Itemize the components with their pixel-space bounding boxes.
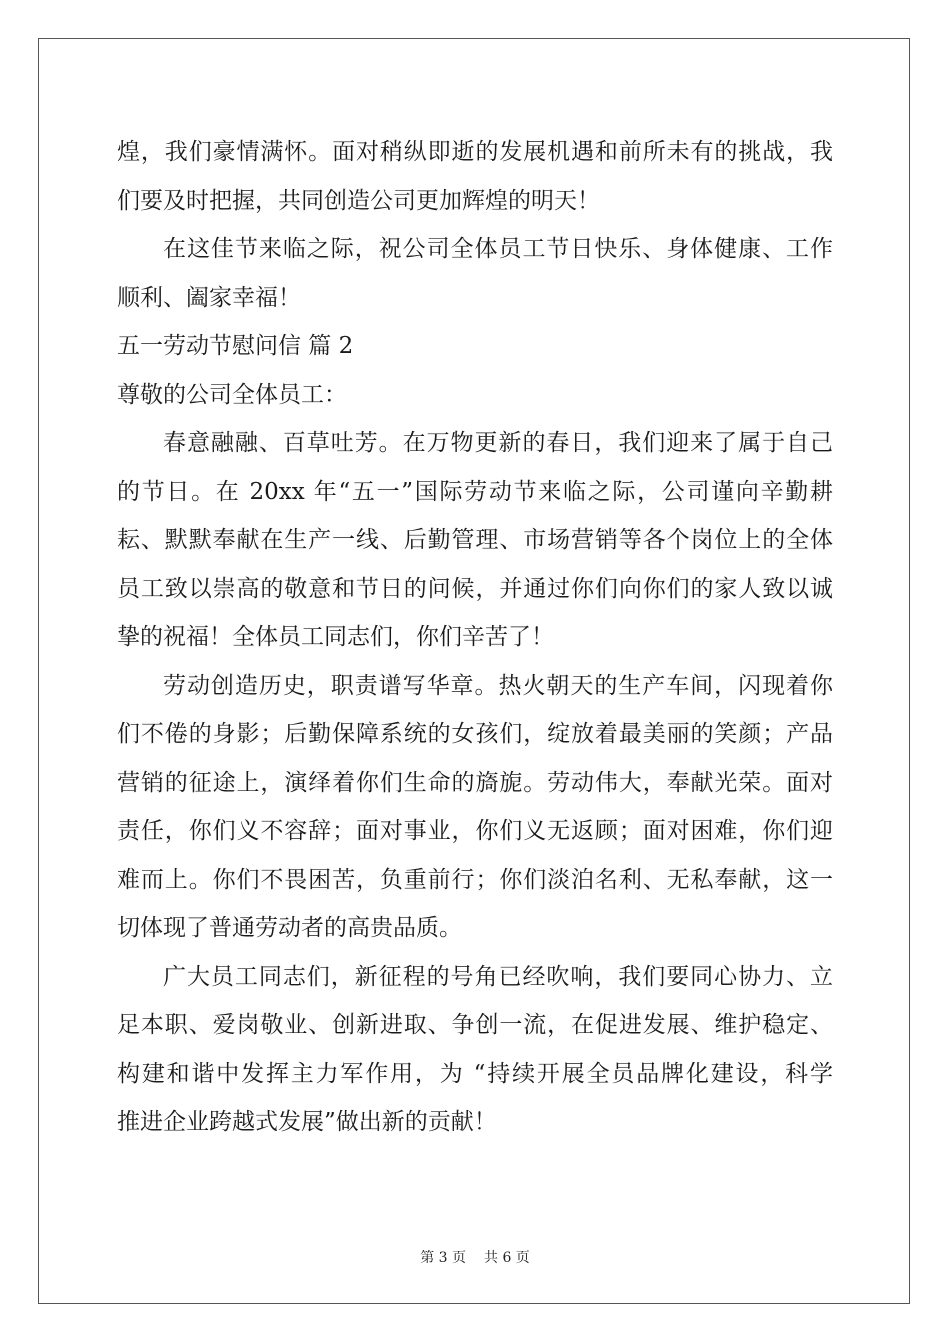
page-number-current: 第 3 页 [420, 1250, 466, 1266]
paragraph-line: 们要及时把握，共同创造公司更加辉煌的明天！ [117, 187, 600, 214]
document-body [117, 128, 833, 1147]
paragraph-line: 员工致以崇高的敬意和节日的问候，并通过你们向你们的家人致以诚 [117, 575, 833, 602]
paragraph-line: 顺利、阖家幸福！ [117, 284, 301, 311]
paragraph-line: 广大员工同志们，新征程的号角已经吹响，我们要同心协力、立 [163, 963, 833, 990]
paragraph-line: 在这佳节来临之际，祝公司全体员工节日快乐、身体健康、工作 [163, 236, 833, 262]
paragraph-line: 春意融融、百草吐芳。在万物更新的春日，我们迎来了属于自己 [163, 430, 833, 456]
paragraph-line: 们不倦的身影；后勤保障系统的女孩们，绽放着最美丽的笑颜；产品 [117, 721, 833, 747]
paragraph-line: 切体现了普通劳动者的高贵品质。 [117, 915, 462, 941]
paragraph-line: 耘、默默奉献在生产一线、后勤管理、市场营销等各个岗位上的全体 [117, 527, 833, 553]
paragraph-line: 推进企业跨越式发展”做出新的贡献！ [117, 1109, 497, 1135]
paragraph-line: 足本职、爱岗敬业、创新进取、争创一流，在促进发展、维护稳定、 [117, 1012, 833, 1038]
paragraph-line: 的节日。在 20xx 年“五一”国际劳动节来临之际，公司谨向辛勤耕 [117, 478, 833, 505]
section-heading: 五一劳动节慰问信 篇 2 [117, 333, 354, 359]
paragraph-line: 挚的祝福！全体员工同志们，你们辛苦了！ [117, 624, 554, 650]
paragraph-line: 责任，你们义不容辞；面对事业，你们义无返顾；面对困难，你们迎 [117, 818, 833, 844]
paragraph-line: 构建和谐中发挥主力军作用，为 “持续开展全员品牌化建设，科学 [117, 1060, 833, 1087]
salutation: 尊敬的公司全体员工： [117, 381, 347, 408]
page-number-total: 共 6 页 [484, 1250, 530, 1266]
page-footer [0, 1247, 950, 1267]
paragraph-line: 劳动创造历史，职责谱写华章。热火朝天的生产车间，闪现着你 [163, 672, 833, 699]
paragraph-line: 煌，我们豪情满怀。面对稍纵即逝的发展机遇和前所未有的挑战，我 [117, 139, 833, 165]
paragraph-line: 难而上。你们不畏困苦，负重前行；你们淡泊名利、无私奉献，这一 [117, 866, 833, 893]
paragraph-line: 营销的征途上，演绎着你们生命的旖旎。劳动伟大，奉献光荣。面对 [117, 769, 833, 796]
